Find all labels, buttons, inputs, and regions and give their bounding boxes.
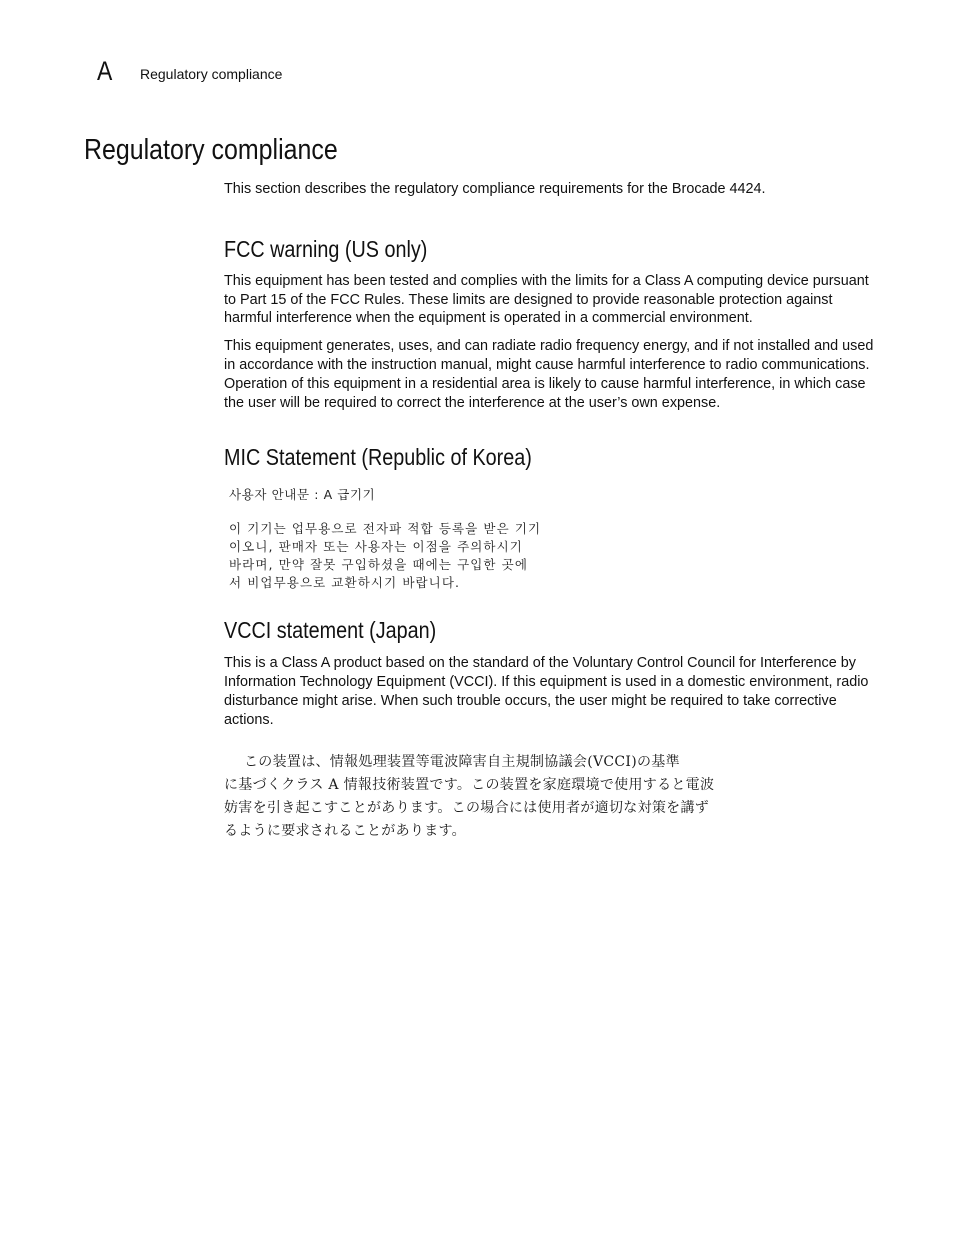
fcc-heading: FCC warning (US only) <box>224 235 428 262</box>
appendix-letter: A <box>97 56 113 86</box>
vcci-japanese-statement <box>224 751 744 843</box>
mic-heading: MIC Statement (Republic of Korea) <box>224 444 532 471</box>
mic-korean-line: 이 기기는 업무용으로 전자파 적합 등록을 받은 기기 <box>229 521 542 537</box>
mic-korean-title: 사용자 안내문 : A 급기기 <box>229 487 376 503</box>
mic-korean-line: 바라며, 만약 잘못 구입하셨을 때에는 구입한 곳에 <box>229 557 529 573</box>
mic-korean-line: 서 비업무용으로 교환하시기 바랍니다. <box>229 575 461 591</box>
vcci-japanese-line: るように要求されることがあります。 <box>224 822 466 839</box>
mic-korean-line: 이오니, 판매자 또는 사용자는 이점을 주의하시기 <box>229 539 523 555</box>
vcci-japanese-line: この装置は、情報処理装置等電波障害自主規制協議会(VCCI)の基準 <box>244 753 680 770</box>
running-header-title: Regulatory compliance <box>140 66 283 82</box>
main-content <box>224 180 874 843</box>
fcc-paragraph-2: This equipment generates, uses, and can radiate radio frequency energy, and if not installed and used in accordance with the instruction manual, might cause harmful interference to radio communications. Operation of this equipment in a residential area is likely to cause harmful interference, in which case the user will be required to correct the interference at the user’s own expense. <box>224 338 874 411</box>
vcci-paragraph: This is a Class A product based on the standard of the Voluntary Control Council for Interference by Information Technology Equipment (VCCI). If this equipment is used in a domestic environment, radio disturbance might arise. When such trouble occurs, the user might be required to take corrective actions. <box>224 655 869 728</box>
vcci-japanese-line: 妨害を引き起こすことがあります。この場合には使用者が適切な対策を講ず <box>224 799 710 816</box>
mic-korean-statement <box>229 486 874 592</box>
page-title: Regulatory compliance <box>84 134 338 166</box>
intro-paragraph: This section describes the regulatory compliance requirements for the Brocade 4424. <box>224 181 766 197</box>
vcci-japanese-line: に基づくクラス A 情報技術装置です。この装置を家庭環境で使用すると電波 <box>224 776 715 793</box>
fcc-paragraph-1: This equipment has been tested and complies with the limits for a Class A computing device pursuant to Part 15 of the FCC Rules. These limits are designed to provide reasonable protection against harmful interference when the equipment is operated in a commercial environment. <box>224 272 869 327</box>
vcci-heading: VCCI statement (Japan) <box>224 617 437 644</box>
